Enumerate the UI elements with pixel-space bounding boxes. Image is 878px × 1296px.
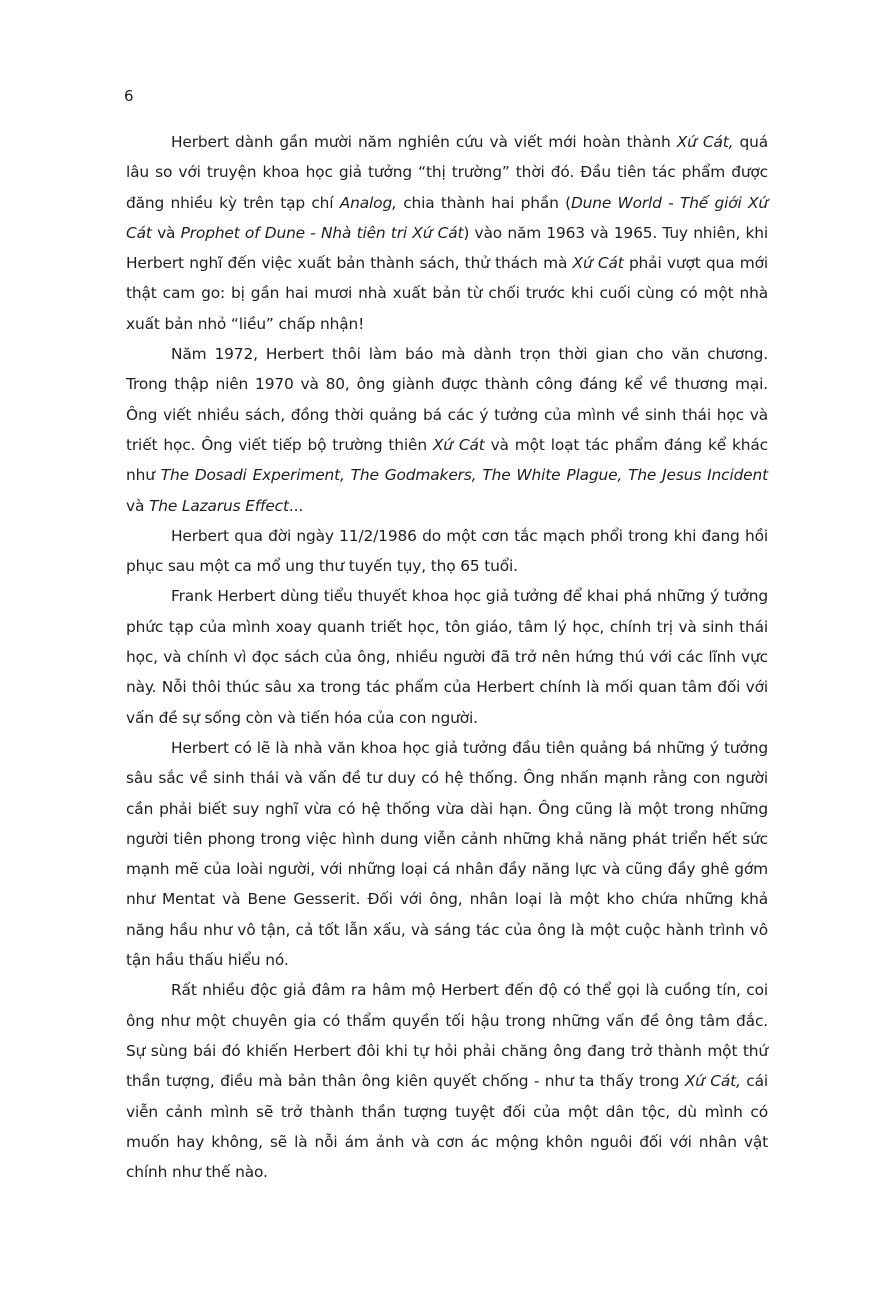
paragraph [126,733,768,975]
italic-title: Xứ Cát [432,435,485,454]
italic-title: Xứ Cát [572,254,624,273]
text-run: và một loạt tác phẩm đáng kể khác như [126,435,768,485]
italic-title: Prophet of Dune - Nhà tiên tri Xứ Cát [180,223,464,242]
text-run: Frank Herbert dùng tiểu thuyết khoa học giả tưởng để khai phá những ý tưởng phức tạp của mình xoay quanh triết học, tôn giáo, tâm lý học, chính trị và sinh thái học, và chính vì đọc sách của ông, nhiều người đã trở nên hứng thú với các lĩnh vực này. Nỗi thôi thúc sâu xa trong tác phẩm của Herbert chính là mối quan tâm đối với vấn đề sự sống còn và tiến hóa của con người. [126,587,768,727]
text-run: cái viễn cảnh mình sẽ trở thành thần tượng tuyệt đối của một dân tộc, dù mình có muốn hay không, sẽ là nỗi ám ảnh và cơn ác mộng khôn nguôi đối với nhân vật chính như thế nào. [126,1072,768,1182]
text-run: Herbert có lẽ là nhà văn khoa học giả tưởng đầu tiên quảng bá những ý tưởng sâu sắc về sinh thái và vấn đề tư duy có hệ thống. Ông nhấn mạnh rằng con người cần phải biết suy nghĩ vừa có hệ thống vừa dài hạn. Ông cũng là một trong những người tiên phong trong việc hình dung viễn cảnh những khả năng phát triển hết sức mạnh mẽ của loài người, với những loại cá nhân đầy năng lực và cũng đầy ghê gớm như Mentat và Bene Gesserit. Đối với ông, nhân loại là một kho chứa những khả năng hầu như vô tận, cả tốt lẫn xấu, và sáng tác của ông là một cuộc hành trình vô tận hầu thấu hiểu nó. [126,738,768,970]
text-run: quá lâu so với truyện khoa học giả tưởng “thị trường” thời đó. Đầu tiên tác phẩm được đăng nhiều kỳ trên tạp chí [126,133,769,212]
text-run: ... [288,496,304,515]
italic-title: Dune World - Thế giới Xứ Cát [126,193,768,242]
paragraph [126,339,768,521]
italic-title: Xứ Cát, [676,133,734,151]
italic-title: The Lazarus Effect [148,496,289,515]
text-run: Năm 1972, Herbert thôi làm báo mà dành trọn thời gian cho văn chương. Trong thập niên 1970 và 80, ông giành được thành công đáng kể về thương mại. Ông viết nhiều sách, đồng thời quảng bá các ý tưởng của mình về sinh thái học và triết học. Ông viết tiếp bộ trường thiên [126,345,768,454]
text-run: và [151,223,181,242]
text-run: Herbert dành gần mười năm nghiên cứu và viết mới hoàn thành [171,133,677,151]
text-run: Herbert qua đời ngày 11/2/1986 do một cơn tắc mạch phổi trong khi đang hồi phục sau một ca mổ ung thư tuyến tụy, thọ 65 tuổi. [126,526,768,576]
text-run: Rất nhiều độc giả đâm ra hâm mộ Herbert đến độ có thể gọi là cuồng tín, coi ông như một chuyên gia có thẩm quyền tối hậu trong những vấn đề ông tâm đắc. Sự sùng bái đó khiến Herbert đôi khi tự hỏi phải chăng ông đang trở thành một thứ thần tượng, điều mà bản thân ông kiên quyết chống - như ta thấy trong [126,981,768,1091]
paragraph [126,127,768,339]
italic-title: Xứ Cát, [684,1072,741,1091]
text-run: phải vượt qua mới thật cam go: bị gần hai mươi nhà xuất bản từ chối trước khi cuối cùng có một nhà xuất bản nhỏ “liều” chấp nhận! [126,254,768,333]
paragraph [126,521,768,582]
paragraph [126,581,768,732]
paragraph [126,975,768,1187]
italic-title: Analog, [339,193,397,212]
italic-title: The Dosadi Experiment, The Godmakers, The White Plague, The Jesus Incident [160,466,768,485]
text-run: chia thành hai phần ( [396,193,571,212]
page-number: 6 [124,87,134,105]
text-run: và [126,496,149,515]
body-text [126,127,768,1187]
text-run: ) vào năm 1963 và 1965. Tuy nhiên, khi Herbert nghĩ đến việc xuất bản thành sách, thử thách mà [126,223,768,273]
